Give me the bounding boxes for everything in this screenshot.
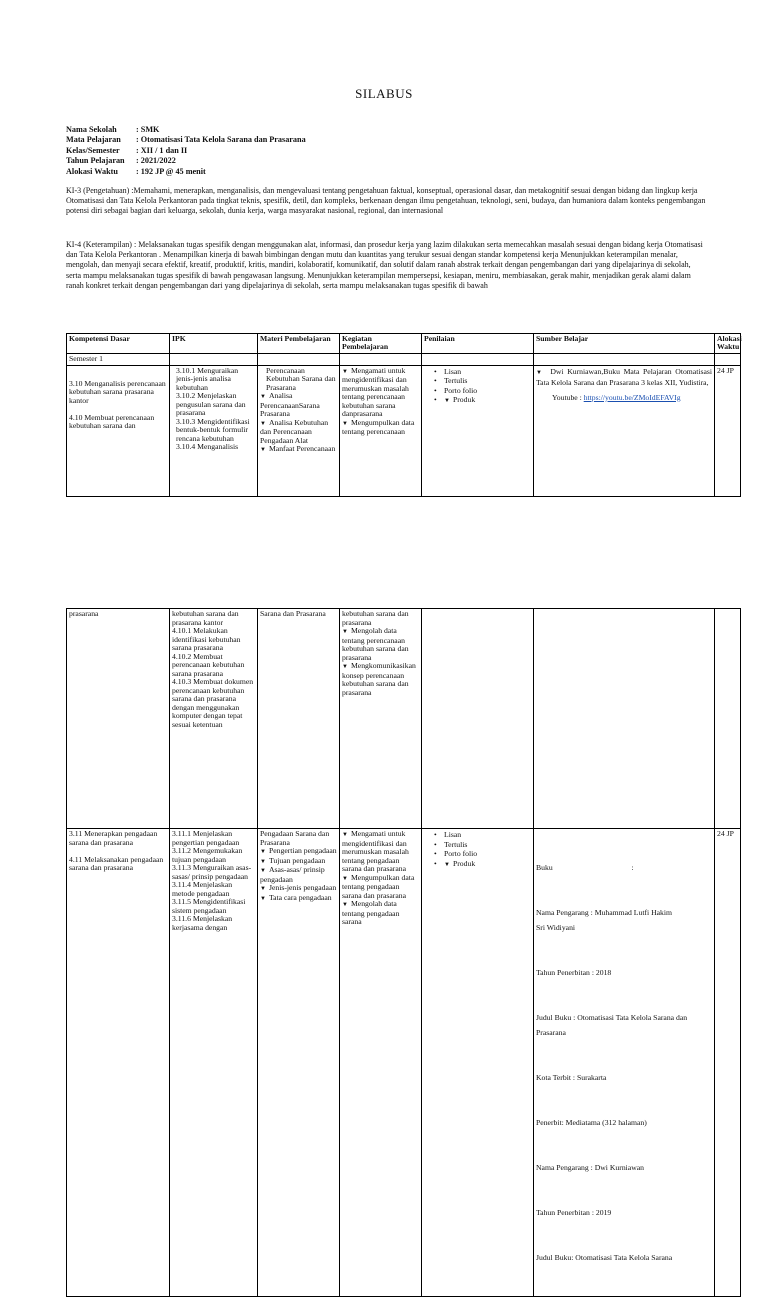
- list-item: • Lisan: [434, 367, 531, 377]
- list-item: • ▼ Produk: [434, 859, 531, 871]
- materi-item: ▼ Tata cara pengadaan: [260, 892, 332, 902]
- header-sumber: Sumber Belajar: [534, 334, 715, 354]
- sumber-line: Kota Terbit : Surakarta: [536, 1073, 607, 1082]
- info-value: : SMK: [136, 125, 160, 134]
- sumber-line: Buku :: [536, 863, 634, 872]
- materi-item: ▼ Analisa Kebutuhan dan Perencanaan Pengadaan Alat: [260, 417, 329, 445]
- syllabus-table-part-1: [66, 333, 741, 497]
- document-title: SILABUS: [355, 86, 413, 101]
- penilaian-cell: [422, 829, 534, 1297]
- materi-cell: Sarana dan Prasarana: [258, 609, 340, 829]
- info-label: Mata Pelajaran: [66, 135, 121, 145]
- list-item: • Porto folio: [434, 386, 531, 396]
- header-alokasi: Alokasi Waktu: [715, 334, 741, 354]
- youtube-link[interactable]: https://youtu.be/ZMoIdEFAVIg: [583, 392, 681, 402]
- sumber-line: Tahun Penerbitan : 2018: [536, 968, 612, 977]
- kegiatan-cell: [340, 829, 422, 1297]
- table-row: [67, 365, 741, 496]
- info-label: Tahun Pelajaran: [66, 156, 125, 166]
- kd-cell: 3.11 Menerapkan pengadaan sarana dan prasarana 4.11 Melaksanakan pengadaan sarana dan prasarana: [67, 829, 170, 1297]
- info-label: Kelas/Semester: [66, 145, 120, 155]
- table-row: [67, 829, 741, 1297]
- ki3-paragraph: KI-3 (Pengetahuan) :Memahami, menerapkan, menganalisis, dan mengevaluasi tentang pengetahuan faktual, konseptual, operasional dasar, dan metakognitif sesuai dengan bidang dan lingkup kerja Otomatisasi dan Tata Kelola Perkantoran pada tingkat teknis, spesifik, detil, dan kompleks, berkenaan dengan ilmu pengetahuan, teknologi, seni, budaya, dan humaniora dalam konteks pengembangan potensi diri sebagai bagian dari keluarga, sekolah, dunia kerja, warga masyarakat nasional, regional, dan internasional: [66, 186, 706, 216]
- info-label: Nama Sekolah: [66, 125, 117, 134]
- header-penilaian: Penilaian: [422, 334, 534, 354]
- ipk-cell: kebutuhan sarana dan prasarana kantor 4.10.1 Melakukan identifikasi kebutuhan sarana prasarana 4.10.2 Membuat perencanaan kebutuhan sarana prasarana 4.10.3 Membuat dokumen perencanaan kebutuhan sarana dan prasarana dengan menggunakan komputer dengan tepat sesuai ketentuan: [170, 609, 258, 829]
- info-value: : XII / 1 dan II: [136, 145, 188, 155]
- page-1: [0, 0, 768, 530]
- penilaian-cell: [422, 609, 534, 829]
- kegiatan-item: ▼ Mengamati untuk mengidentifikasi dan merumuskan masalah tentang perencanaan kebutuhan sarana danprasarana: [342, 365, 409, 419]
- kegiatan-item: ▼ Mengamati untuk mengidentifikasi dan merumuskan masalah tentang pengadaan sarana dan prasarana: [342, 829, 409, 873]
- list-item: • ▼ Produk: [434, 395, 531, 407]
- info-row: [66, 156, 306, 166]
- kegiatan-intro: kebutuhan sarana dan prasarana: [342, 609, 409, 627]
- sumber-cell: [534, 365, 715, 496]
- syllabus-table-part-2: [66, 608, 741, 1297]
- header-kd: Kompetensi Dasar: [67, 334, 170, 354]
- header-materi: Materi Pembelajaran: [258, 334, 340, 354]
- info-value: : 192 JP @ 45 menit: [136, 166, 206, 176]
- school-info: [66, 125, 306, 177]
- kd-cell: prasarana: [67, 609, 170, 829]
- list-item: • Lisan: [434, 830, 531, 840]
- materi-item: ▼ Manfaat Perencanaan: [260, 444, 336, 454]
- sumber-text: ▼ Dwi Kurniawan,Buku Mata Pelajaran Otomatisasi Tata Kelola Sarana dan Prasarana 3 kelas XII, Yudistira,: [536, 366, 712, 387]
- kegiatan-cell: [340, 609, 422, 829]
- info-value: : 2021/2022: [136, 156, 176, 166]
- header-ipk: IPK: [170, 334, 258, 354]
- table-row: [67, 609, 741, 829]
- ki4-paragraph: KI-4 (Keterampilan) : Melaksanakan tugas spesifik dengan menggunakan alat, informasi, dan prosedur kerja yang lazim dilakukan serta memecahkan masalah sesuai dengan bidang kerja Otomatisasi dan Tata Kelola Perkantoran . Menampilkan kinerja di bawah bimbingan dengan mutu dan kuantitas yang terukur sesuai dengan standar kompetensi kerja Menunjukkan keterampilan menalar, mengolah, dan menyaji secara efektif, kreatif, produktif, kritis, mandiri, kolaboratif, komunikatif, dan solutif dalam ranah abstrak terkait dengan pengembangan dari yang dipelajarinya di sekolah, serta mampu melaksanakan tugas spesifik di bawah pengawasan langsung. Menunjukkan keterampilan mempersepsi, kesiapan, meniru, membiasakan, gerak mahir, menjadikan gerak alami dalam ranah konkret terkait dengan pengembangan dari yang dipelajarinya di sekolah, serta mampu melaksanakan tugas spesifik di bawah: [66, 240, 703, 290]
- list-item: • Tertulis: [434, 376, 531, 386]
- kd-cell: 3.10 Menganalisis perencanaan kebutuhan sarana prasarana kantor 4.10 Membuat perencanaan kebutuhan sarana dan: [67, 365, 170, 496]
- header-kegiatan: Kegiatan Pembelajaran: [340, 334, 422, 354]
- materi-item: ▼ Jenis-jenis pengadaan: [260, 883, 337, 892]
- ipk-cell: 3.11.1 Menjelaskan pengertian pengadaan 3.11.2 Mengemukakan tujuan pengadaan 3.11.3 Menguraikan asas-sasas/ prinsip pengadaan 3.11.4 Menjelaskan metode pengadaan 3.11.5 Mengidentifikasi sistem pengadaan 3.11.6 Menjelaskan kerjasama dengan: [170, 829, 258, 1297]
- kegiatan-item: ▼ Mengolah data tentang perencanaan kebutuhan sarana dan prasarana: [342, 626, 409, 662]
- materi-intro: Pengadaan Sarana dan Prasarana: [260, 829, 330, 847]
- kegiatan-item: ▼ Mengolah data tentang pengadaan sarana: [342, 899, 400, 926]
- alokasi-cell: 24 JP: [715, 829, 741, 1297]
- sumber-line: Nama Pengarang : Dwi Kurniawan: [536, 1163, 645, 1172]
- materi-intro: Perencanaan Kebutuhan Sarana dan Prasarana: [266, 365, 336, 392]
- info-label: Alokasi Waktu: [66, 166, 118, 176]
- youtube-line: Youtube : https://youtu.be/ZMoIdEFAVIg: [552, 392, 681, 402]
- sumber-cell: [534, 609, 715, 829]
- info-row: [66, 125, 306, 135]
- sumber-line: Nama Pengarang : Muhammad Lutfi Hakim Sri Widiyani: [536, 908, 742, 932]
- kegiatan-item: ▼ Mengumpulkan data tentang perencanaan: [342, 417, 415, 437]
- penilaian-list: [424, 830, 531, 870]
- sumber-line: Judul Buku : Otomatisasi Tata Kelola Sarana dan Prasarana: [536, 1013, 688, 1037]
- table-header-row: [67, 334, 741, 354]
- penilaian-list: [424, 367, 531, 407]
- sumber-line: Penerbit: Mediatama (312 halaman): [536, 1118, 647, 1127]
- sumber-line: Judul Buku: Otomatisasi Tata Kelola Sarana: [536, 1253, 673, 1262]
- penilaian-cell: [422, 365, 534, 496]
- info-row: [66, 135, 306, 145]
- alokasi-cell: [715, 609, 741, 829]
- ipk-cell: 3.10.1 Menguraikan jenis-jenis analisa kebutuhan 3.10.2 Menjelaskan pengusulan sarana dan prasarana 3.10.3 Mengidentifikasi bentuk-bentuk formulir rencana kebutuhan 3.10.4 Menganalisis: [170, 365, 258, 496]
- materi-item: ▼ Pengertian pengadaan: [260, 846, 337, 855]
- kegiatan-cell: [340, 365, 422, 496]
- materi-cell: [258, 829, 340, 1297]
- info-row: [66, 146, 306, 156]
- alokasi-cell: 24 JP: [715, 365, 741, 496]
- list-item: • Tertulis: [434, 840, 531, 850]
- semester-row: [67, 353, 741, 365]
- semester-label: Semester 1: [67, 353, 170, 365]
- materi-item: ▼ Analisa PerencanaanSarana Prasarana: [260, 391, 320, 419]
- materi-item: ▼ Asas-asas/ prinsip pengadaan: [260, 865, 325, 884]
- list-item: • Porto folio: [434, 849, 531, 859]
- info-row: [66, 167, 306, 177]
- kegiatan-item: ▼ Mengumpulkan data tentang pengadaan sarana dan prasarana: [342, 872, 415, 900]
- materi-cell: [258, 365, 340, 496]
- materi-item: ▼ Tujuan pengadaan: [260, 855, 326, 865]
- info-value: : Otomatisasi Tata Kelola Sarana dan Prasarana: [136, 135, 306, 145]
- kegiatan-item: ▼ Mengkomunikasikan konsep perencanaan kebutuhan sarana dan prasarana: [342, 661, 416, 697]
- sumber-line: Tahun Penerbitan : 2019: [536, 1208, 612, 1217]
